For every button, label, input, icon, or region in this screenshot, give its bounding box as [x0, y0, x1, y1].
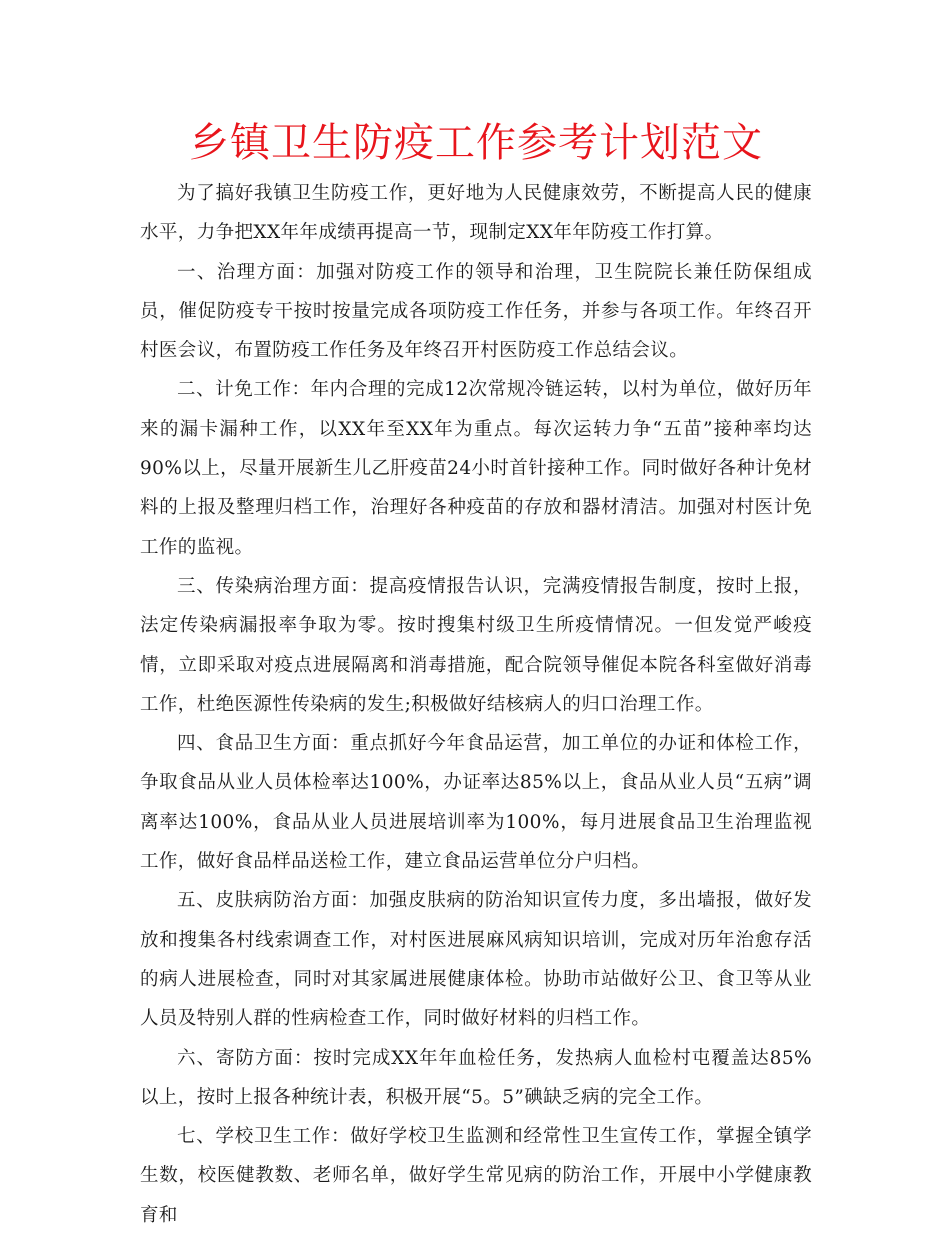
paragraph-infectious-disease: 三、传染病治理方面：提高疫情报告认识，完满疫情报告制度，按时上报，法定传染病漏报率争取为零。按时搜集村级卫生所疫情情况。一但发觉严峻疫情，立即采取对疫点进展隔离和消毒措施，配合院领导催促本院各科室做好消毒工作，杜绝医源性传染病的发生;积极做好结核病人的归口治理工作。	[140, 575, 812, 715]
paragraph-skin-disease: 五、皮肤病防治方面：加强皮肤病的防治知识宣传力度，多出墙报，做好发放和搜集各村线索调查工作，对村医进展麻风病知识培训，完成对历年治愈存活的病人进展检查，同时对其家属进展健康体检。协助市站做好公卫、食卫等从业人员及特别人群的性病检查工作，同时做好材料的归档工作。	[140, 890, 812, 1030]
paragraph-intro: 为了搞好我镇卫生防疫工作，更好地为人民健康效劳，不断提高人民的健康水平，力争把XX年年成绩再提高一节，现制定XX年年防疫工作打算。	[140, 183, 812, 244]
document-title: 乡镇卫生防疫工作参考计划范文	[189, 120, 763, 166]
paragraph-school-hygiene: 七、学校卫生工作：做好学校卫生监测和经常性卫生宣传工作，掌握全镇学生数，校医健教数、老师名单，做好学生常见病的防治工作，开展中小学健康教育和	[140, 1126, 812, 1226]
paragraph-management: 一、治理方面：加强对防疫工作的领导和治理，卫生院院长兼任防保组成员，催促防疫专干按时按量完成各项防疫工作任务，并参与各项工作。年终召开村医会议，布置防疫工作任务及年终召开村医防疫工作总结会议。	[140, 261, 812, 362]
document-body	[140, 174, 812, 1235]
paragraph-parasite-prevention: 六、寄防方面：按时完成XX年年血检任务，发热病人血检村屯覆盖达85%以上，按时上报各种统计表，积极开展“5。5”碘缺乏病的完全工作。	[140, 1047, 812, 1108]
paragraph-food-hygiene: 四、食品卫生方面：重点抓好今年食品运营，加工单位的办证和体检工作，争取食品从业人员体检率达100%，办证率达85%以上，食品从业人员“五病”调离率达100%，食品从业人员进展培训率为100%，每月进展食品卫生治理监视工作，做好食品样品送检工作，建立食品运营单位分户归档。	[140, 733, 812, 873]
paragraph-immunization: 二、计免工作：年内合理的完成12次常规冷链运转，以村为单位，做好历年来的漏卡漏种工作，以XX年至XX年为重点。每次运转力争“五苗”接种率均达90%以上，尽量开展新生儿乙肝疫苗24小时首针接种工作。同时做好各种计免材料的上报及整理归档工作，治理好各种疫苗的存放和器材清洁。加强对村医计免工作的监视。	[140, 379, 812, 558]
